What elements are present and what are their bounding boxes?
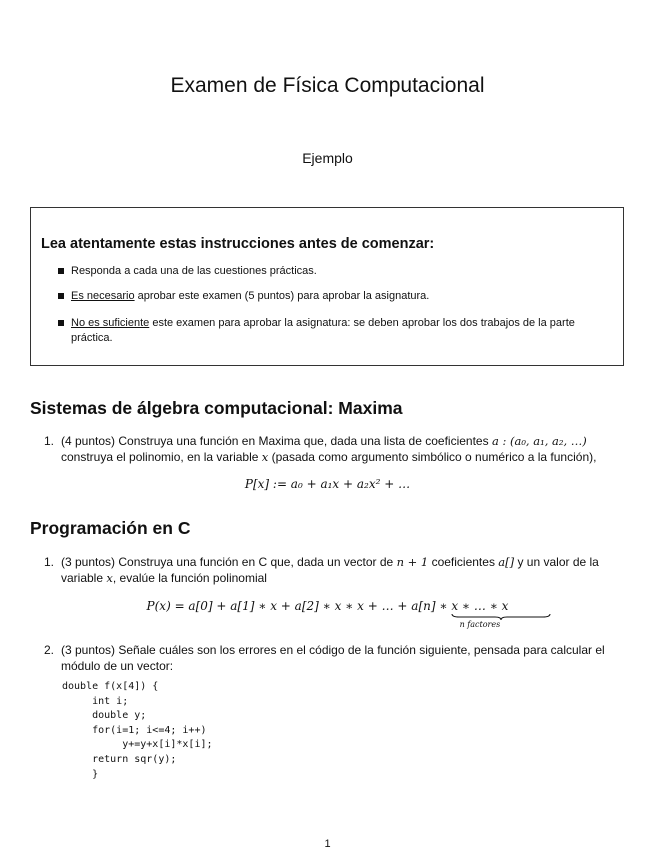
math-inline: x <box>106 570 113 585</box>
instruction-emphasis: Es necesario <box>71 290 135 302</box>
section-heading-maxima: Sistemas de álgebra computacional: Maxima <box>30 398 403 418</box>
question-text-part: y un valor de la variable <box>61 555 599 585</box>
exam-subtitle: Ejemplo <box>302 150 353 166</box>
underbrace-group <box>451 599 509 629</box>
bullet-square-icon <box>58 293 64 299</box>
question-text-part: , evalúe la función polinomial <box>112 570 267 585</box>
question-text <box>61 434 626 465</box>
question-number: 1. <box>44 434 55 448</box>
bullet-square-icon <box>58 268 64 274</box>
underbrace-label-text: n factores <box>459 620 501 629</box>
code-block: double f(x[4]) { int i; double y; for(i=1; i<=4; i++) y+=y+x[i]*x[i]; return sqr(y); } <box>62 681 213 780</box>
instruction-item-3 <box>71 316 613 346</box>
instruction-text: este examen para aprobar la asignatura: se deben aprobar los dos trabajos de la parte práctica. <box>71 317 575 344</box>
question-text: (3 puntos) Señale cuáles son los errores en el código de la función siguiente, pensada para calcular el módulo de un vector: <box>61 643 605 673</box>
question-text-part: (3 puntos) Construya una función en C que, dada un vector de <box>61 555 397 569</box>
page-number: 1 <box>324 838 331 850</box>
math-inline: n + 1 <box>396 555 429 569</box>
formula-maxima <box>0 477 655 491</box>
question-text <box>61 555 626 586</box>
question-text-part: (pasada como argumento simbólico o numérico a la función), <box>268 449 597 464</box>
question-number: 2. <box>44 643 55 657</box>
instruction-emphasis: No es suficiente <box>71 317 150 329</box>
instruction-item-1 <box>71 264 613 279</box>
instruction-text: aprobar este examen (5 puntos) para aprobar la asignatura. <box>134 290 430 302</box>
instructions-box <box>30 207 624 366</box>
instruction-item-2 <box>71 289 613 304</box>
instruction-text: Responda a cada una de las cuestiones prácticas. <box>71 265 317 277</box>
question-number: 1. <box>44 555 55 569</box>
exam-title: Examen de Física Computacional <box>170 74 485 97</box>
underbrace-label <box>451 620 508 629</box>
math-inline: x <box>261 449 269 464</box>
instructions-heading: Lea atentamente estas instrucciones antes de comenzar: <box>41 236 435 252</box>
question-text-part: coeficientes <box>428 555 499 569</box>
math-inline: a[] <box>498 555 515 569</box>
question-text-part: (4 puntos) Construya una función en Maxima que, dada una lista de coeficientes <box>61 434 492 448</box>
math-inline: a : (a₀, a₁, a₂, …) <box>491 434 587 448</box>
question-text-part: construya el polinomio, en la variable <box>61 449 262 464</box>
formula-text: P(x) = a[0] + a[1] ∗ x + a[2] ∗ x ∗ x + … + a[n] ∗ <box>146 599 452 613</box>
formula-c <box>0 599 655 629</box>
bullet-square-icon <box>58 320 64 326</box>
section-heading-c: Programación en C <box>30 518 191 538</box>
formula-brace-text: x ∗ … ∗ x <box>451 599 509 613</box>
formula-text: P[x] := a₀ + a₁x + a₂x² + … <box>244 477 411 491</box>
